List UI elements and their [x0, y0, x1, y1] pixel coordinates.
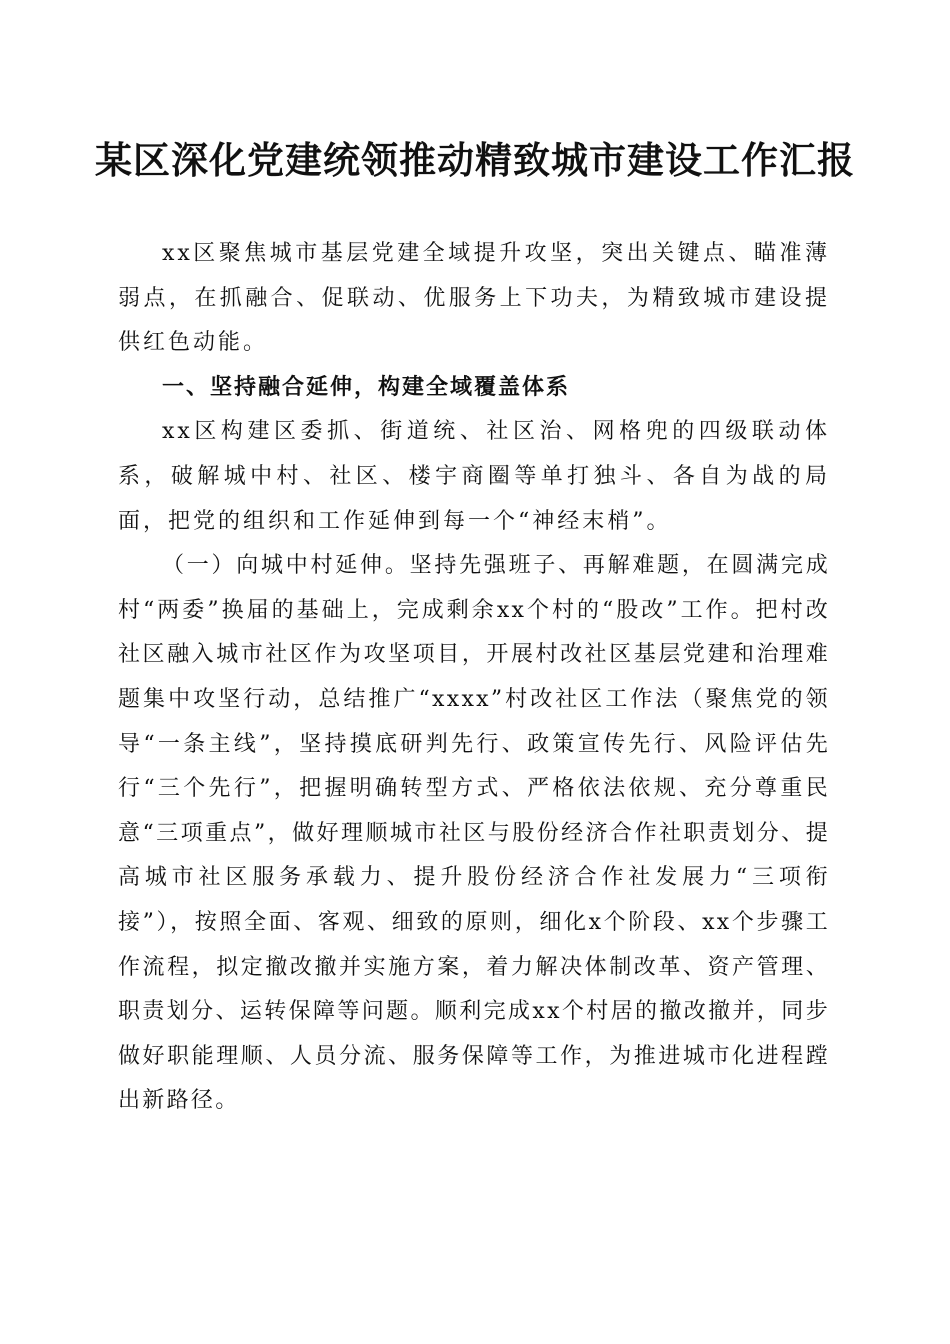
document-title: 某区深化党建统领推动精致城市建设工作汇报	[95, 138, 855, 182]
subsection-paragraph: （一）向城中村延伸。坚持先强班子、再解难题，在圆满完成村“两委”换届的基础上，完成剩余xx个村的“股改”工作。把村改社区融入城市社区作为攻坚项目，开展村改社区基层党建和治理难题集中攻坚行动，总结推广“xxxx”村改社区工作法（聚焦党的领导“一条主线”，坚持摸底研判先行、政策宣传先行、风险评估先行“三个先行”，把握明确转型方式、严格依法依规、充分尊重民意“三项重点”，做好理顺城市社区与股份经济合作社职责划分、提高城市社区服务承载力、提升股份经济合作社发展力“三项衔接”），按照全面、客观、细致的原则，细化x个阶段、xx个步骤工作流程，拟定撤改撤并实施方案，着力解决体制改革、资产管理、职责划分、运转保障等问题。顺利完成xx个村居的撤改撤并，同步做好职能理顺、人员分流、服务保障等工作，为推进城市化进程蹚出新路径。	[118, 553, 830, 1114]
document-body	[118, 232, 830, 1124]
section-paragraph: xx区构建区委抓、街道统、社区治、网格兜的四级联动体系，破解城中村、社区、楼宇商圈等单打独斗、各自为战的局面，把党的组织和工作延伸到每一个“神经末梢”。	[118, 419, 830, 534]
intro-paragraph: xx区聚焦城市基层党建全域提升攻坚，突出关键点、瞄准薄弱点，在抓融合、促联动、优服务上下功夫，为精致城市建设提供红色动能。	[118, 241, 830, 356]
section-heading: 一、坚持融合延伸，构建全域覆盖体系	[162, 374, 571, 400]
